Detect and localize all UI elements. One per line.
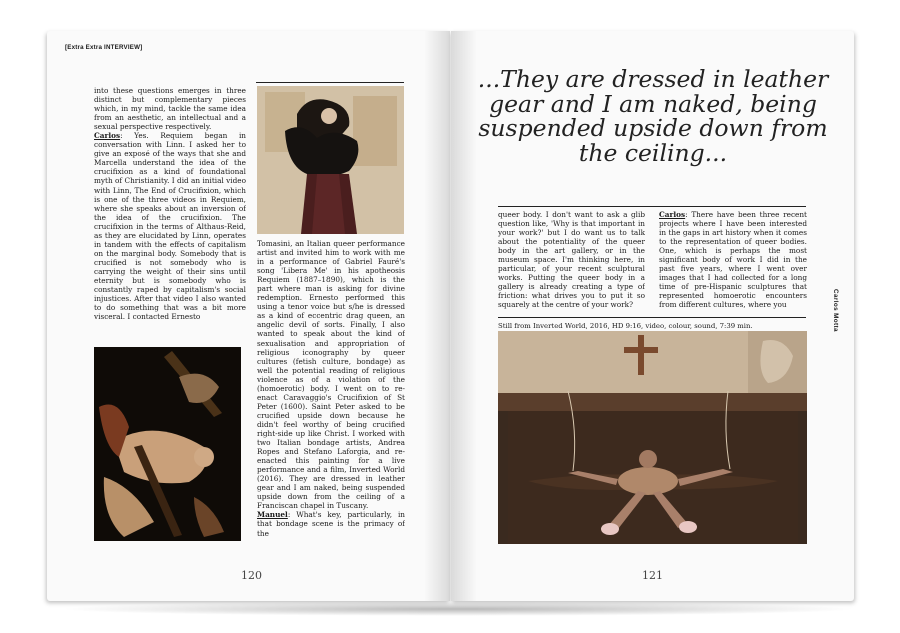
body-paragraph xyxy=(94,131,246,321)
page-number-right: 121 xyxy=(642,569,663,582)
right-page xyxy=(451,31,854,601)
running-head: [Extra Extra INTERVIEW] xyxy=(65,44,143,51)
body-paragraph xyxy=(257,239,405,510)
caption-text: Still from Inverted World, 2016, HD 9:16, video, colour, sound, 7:39 min. xyxy=(498,322,753,330)
right-gutter-shade xyxy=(451,31,477,601)
drag-performer-photo xyxy=(257,86,404,234)
left-text-column-2 xyxy=(257,239,405,547)
book-shadow xyxy=(58,602,858,616)
body-paragraph xyxy=(257,510,405,537)
paragraph-text: : Yes. Requiem began in conversation with Linn. I asked her to give an exposé of the ways that she and Marcella understand the idea of the crucifixion as a kind of foundational myth of Christianity. I did an initial video with Linn, The End of Crucifixion, which is one of the three videos in Requiem, where she speaks about an inversion of the idea of the crucifixion. The crucifixion in the terms of Althaus-Reid, as they are elucidated by Linn, operates in tandem with the effects of capitalism on the marginal body. Somebody that is crucified is not somebody who is carrying the weight of their sins until eternity but is somebody who is constantly raped by capitalism's social injustices. After that video I also wanted to do something that was a bit more visceral. I contacted Ernesto xyxy=(94,131,246,322)
speaker-name: Carlos xyxy=(659,210,686,219)
right-text-column-2 xyxy=(659,210,807,312)
inverted-world-still xyxy=(498,331,807,544)
paragraph-text: Tomasini, an Italian queer performance artist and invited him to work with me in a performance of Gabriel Fauré's song 'Libera Me' in his apotheosis Requiem (1887–1890), which is the part where man is asking for divine redemption. Ernesto performed this using a tenor voice but s/he is dressed as a kind of eccentric drag queen, an angelic devil of sorts. Finally, I also wanted to speak about the kind of sexualisation and appropriation of religious iconography by queer cultures (fetish culture, bondage) as well the potential reading of religious violence as of a violation of the (homoerotic) body. I went on to re-enact Caravaggio's Crucifixion of St Peter (1600). Saint Peter asked to be crucified upside down because he didn't feel worthy of being crucified right-side up like Christ. I worked with two Italian bondage artists, Andrea Ropes and Stefano Laforgia, and re-enacted this painting for a live performance and a film, Inverted World (2016). They are dressed in leather gear and I am naked, being suspended upside down from the ceiling of a Franciscan chapel in Tuscany. xyxy=(257,239,405,511)
left-text-column-1 xyxy=(94,86,246,344)
paragraph-text: into these questions emerges in three distinct but complementary pieces which, in my mind, tackle the same idea from an aesthetic, an intellectual and a sexual perspective respectively. xyxy=(94,86,246,132)
left-gutter-shade xyxy=(424,31,450,601)
vertical-author-label: Carlos Motta xyxy=(832,289,839,332)
speaker-name: Manuel xyxy=(257,510,288,520)
body-paragraph xyxy=(659,210,807,310)
caravaggio-painting xyxy=(94,347,241,541)
speaker-name: Carlos xyxy=(94,131,121,141)
image-caption xyxy=(498,322,806,331)
paragraph-text: : There have been three recent projects where I have been interested in the gaps in art history when it comes to the representation of queer bodies. One, which is perhaps the most significant body of work I did in the past five years, where I went over images that I had collected for a long time of pre-Hispanic sculptures that represented homoerotic encounters from different cultures, where you xyxy=(659,210,807,310)
paragraph-text: queer body. I don't want to ask a glib question like, 'Why is that important in your work?' but I do want us to talk about the potentiality of the queer body in the art gallery, or in the museum space. I'm thinking here, in particular, of your recent sculptural works. Putting the queer body in a gallery is already creating a type of friction: what drives you to put it so squarely at the centre of your work? xyxy=(498,210,645,310)
body-paragraph xyxy=(94,86,246,131)
caption-rule xyxy=(498,317,806,318)
paragraph-text: : What's key, particularly, in that bondage scene is the primacy of the xyxy=(257,510,405,538)
page-number-left: 120 xyxy=(241,569,262,582)
quote-rule xyxy=(498,206,806,207)
body-paragraph xyxy=(498,210,645,310)
pull-quote: ...They are dressed in leather gear and I am naked, being suspended upside down from the ceiling... xyxy=(477,65,829,167)
column-rule xyxy=(256,82,404,83)
left-page xyxy=(47,31,450,601)
right-text-column-1 xyxy=(498,210,645,312)
